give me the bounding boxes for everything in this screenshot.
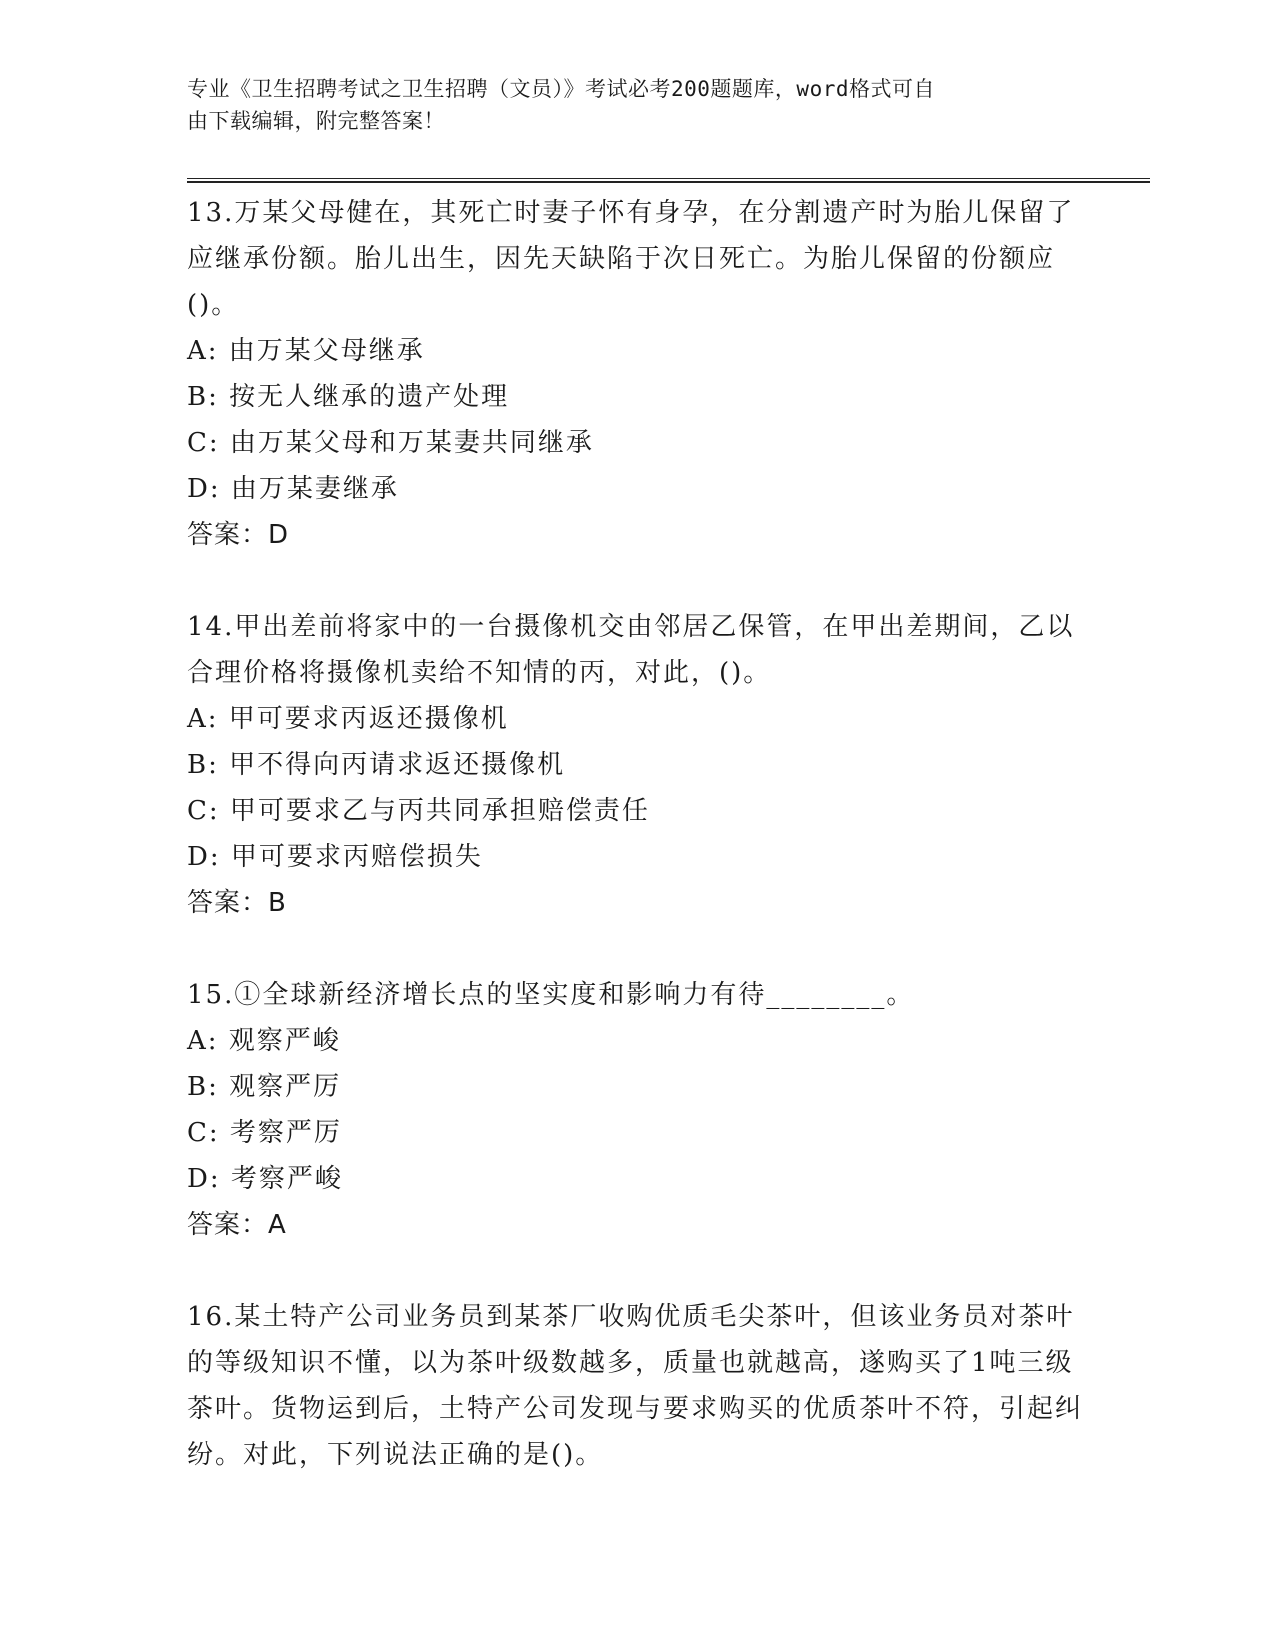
header-line-1: 专业《卫生招聘考试之卫生招聘（文员）》考试必考200题题库，word格式可自 [187, 77, 935, 101]
option-b: B: 观察严厉 [187, 1072, 342, 1102]
header-line-2: 由下载编辑，附完整答案！ [187, 109, 445, 133]
question-13 [187, 190, 1087, 604]
question-stem: 13.万某父母健在，其死亡时妻子怀有身孕，在分割遗产时为胎儿保留了应继承份额。胎儿出生，因先天缺陷于次日死亡。为胎儿保留的份额应()。 [187, 198, 1075, 320]
option-b: B: 按无人继承的遗产处理 [187, 382, 510, 412]
option-b: B: 甲不得向丙请求返还摄像机 [187, 750, 566, 780]
option-d: D: 考察严峻 [187, 1164, 343, 1194]
header-divider-thin [187, 178, 1150, 179]
option-list [187, 1018, 1087, 1202]
question-list [187, 190, 1087, 1478]
option-c: C: 由万某父母和万某妻共同继承 [187, 428, 594, 458]
question-stem: 16.某土特产公司业务员到某茶厂收购优质毛尖茶叶，但该业务员对茶叶的等级知识不懂，以为茶叶级数越多，质量也就越高，遂购买了1吨三级茶叶。货物运到后，土特产公司发现与要求购买的优质茶叶不符，引起纠纷。对此，下列说法正确的是()。 [187, 1302, 1084, 1470]
option-a: A: 观察严峻 [187, 1026, 341, 1056]
option-d: D: 由万某妻继承 [187, 474, 399, 504]
option-a: A: 由万某父母继承 [187, 336, 425, 366]
question-14 [187, 604, 1087, 972]
answer-label: 答案：D [187, 520, 290, 550]
question-stem: 15.①全球新经济增长点的坚实度和影响力有待________。 [187, 980, 915, 1010]
document-header [187, 73, 1067, 137]
option-a: A: 甲可要求丙返还摄像机 [187, 704, 509, 734]
header-divider-thick [187, 181, 1150, 183]
question-15 [187, 972, 1087, 1294]
option-c: C: 考察严厉 [187, 1118, 342, 1148]
option-d: D: 甲可要求丙赔偿损失 [187, 842, 483, 872]
spacer [187, 926, 1087, 972]
spacer [187, 558, 1087, 604]
spacer [187, 1248, 1087, 1294]
option-list [187, 696, 1087, 880]
option-list [187, 328, 1087, 512]
answer-label: 答案：B [187, 888, 287, 918]
question-stem: 14.甲出差前将家中的一台摄像机交由邻居乙保管，在甲出差期间，乙以合理价格将摄像机卖给不知情的丙，对此，()。 [187, 612, 1075, 688]
answer-label: 答案：A [187, 1210, 287, 1240]
option-c: C: 甲可要求乙与丙共同承担赔偿责任 [187, 796, 650, 826]
question-16 [187, 1294, 1087, 1478]
